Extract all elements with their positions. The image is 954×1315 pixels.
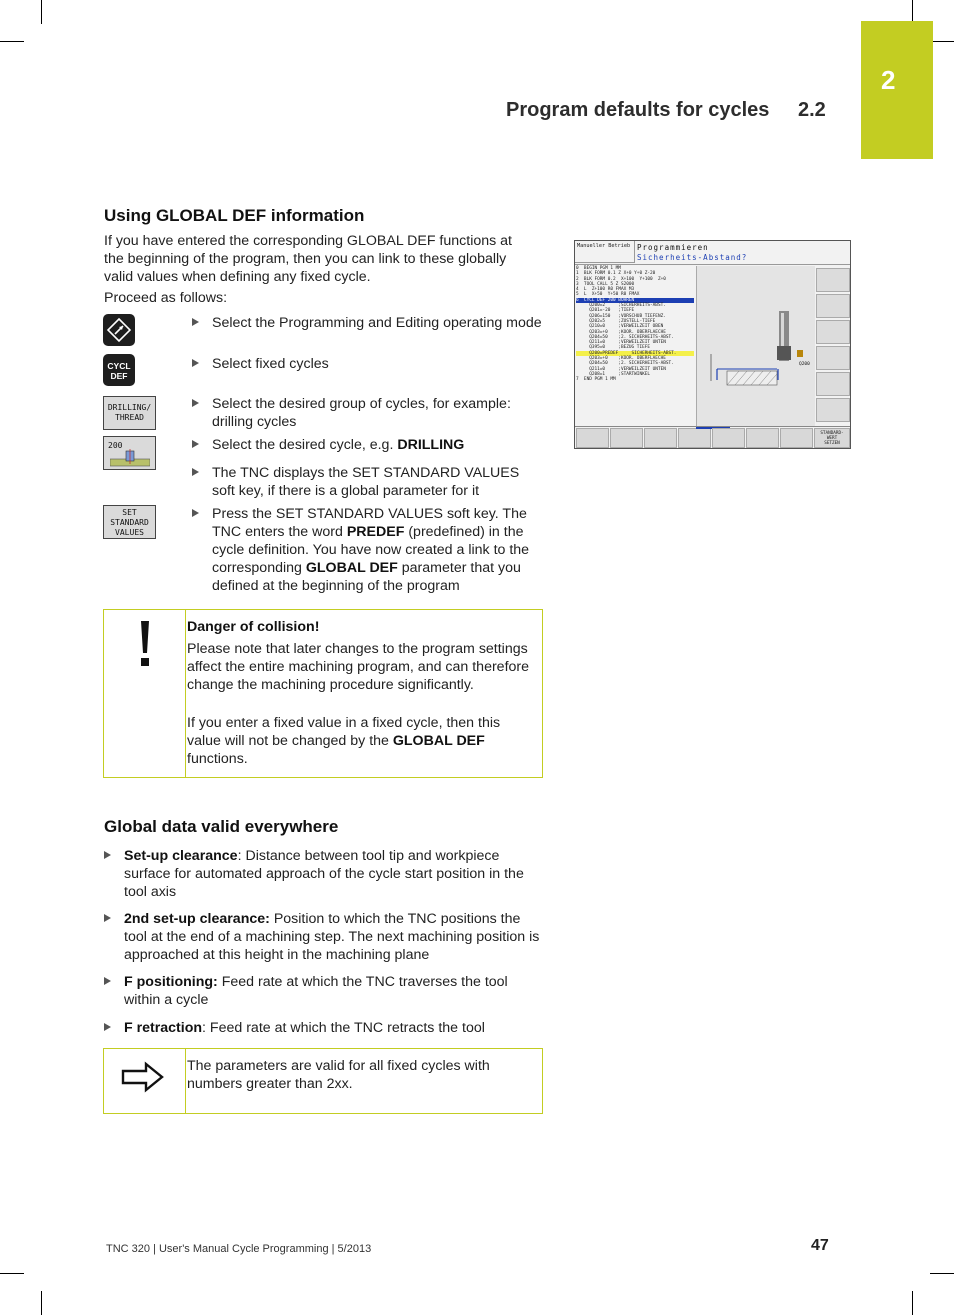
nc-line: Q211=0 ;VERWEILZEIT UNTEN [576,366,666,372]
nc-line: 1 BLK FORM 0.1 Z X+0 Y+0 Z-20 [576,271,656,277]
warning-text-bold: GLOBAL DEF [392,733,485,749]
cycle-200-softkey [103,436,156,470]
footer-text: TNC 320 | User's Manual Cycle Programming | 5/2013 [106,1243,372,1255]
arrow-bullet-icon [192,440,199,448]
list-item-term: F positioning: [124,974,218,990]
screen-title: Programmieren [637,243,709,252]
vertical-softkey-column [815,266,851,426]
step-text-bold: GLOBAL DEF [305,560,398,576]
step-text [212,436,542,454]
vertical-softkey[interactable] [816,372,850,396]
nc-line: Q204=50 ;2. SICHERHEITS-ABST. [576,361,674,367]
arrow-bullet-icon [104,977,111,985]
softkey[interactable] [610,428,643,448]
list-item [104,1019,544,1037]
arrow-bullet-icon [104,851,111,859]
list-item-description: Feed rate at which the TNC traverses the tool within a cycle [124,974,508,1008]
drilling-thread-softkey: DRILLING/ THREAD [103,396,156,430]
arrow-bullet-icon [192,318,199,326]
step-text-bold: DRILLING [397,437,465,453]
vertical-softkey[interactable] [816,268,850,292]
step-item [192,464,542,500]
crop-mark [41,1291,42,1315]
step-text-part: parameter that you defined at the beginning of the program [212,560,521,594]
warning-text-part: functions. [187,751,248,767]
nc-line: Q201=-20 ;TIEFE [576,308,635,314]
vertical-softkey[interactable] [816,294,850,318]
page-number: 47 [811,1237,829,1254]
crop-mark [930,41,954,42]
arrow-right-note-icon [121,1061,165,1093]
list-item-description: : Distance between tool tip and workpiece surface for automated approach of the cycle start position in the tool axis [124,848,524,900]
softkey[interactable] [678,428,711,448]
warning-paragraph: Please note that later changes to the program settings affect the entire machining program, and can therefore change the machining procedure significantly. [187,641,530,693]
list-item-description: : Feed rate at which the TNC retracts the tool [202,1020,485,1036]
step-item [192,436,542,454]
nc-line: Q203=+0 ;KOOR. OBERFLAECHE [576,329,666,335]
arrow-bullet-icon [104,1023,111,1031]
section-heading-global-def: Using GLOBAL DEF information [104,206,365,225]
step-text-bold: PREDEF [346,524,405,540]
nc-line: 4 L Z+100 R0 FMAX M3 [576,287,635,293]
nc-line: Q200=PREDEF SICHERHEITS-ABST. [576,351,694,356]
crop-mark [912,1291,913,1315]
warning-box [103,609,543,778]
nc-line: 6 CYCL DEF 200 BOHREN [576,298,694,303]
nc-line: 0 BEGIN PGM 1 MM [576,266,621,271]
q-parameter-label: Q200 [799,362,810,367]
intro-paragraph: If you have entered the corresponding GLOBAL DEF functions at the beginning of the program, then you can link to these globally valid values when defining any fixed cycle. [104,233,512,285]
step-text: The TNC displays the SET STANDARD VALUES soft key, if there is a global parameter for it [212,465,520,499]
page-header-title: Program defaults for cycles [506,99,770,121]
screen-mode-label: Manueller Betrieb [575,241,635,263]
crop-mark [41,0,42,24]
arrow-bullet-icon [104,914,111,922]
standard-wert-setzen-softkey[interactable]: STANDARD- WERT SETZEN [814,428,850,448]
programming-mode-key-icon [103,314,135,346]
list-item [104,847,544,901]
list-item-term: 2nd set-up clearance: [124,911,270,927]
list-item-text [124,847,544,901]
exclamation-icon [138,620,152,670]
nc-line: Q202=5 ;ZUSTELL-TIEFE [576,318,656,324]
step-text-pre: Select the desired cycle, e.g. [212,437,398,453]
softkey[interactable] [644,428,677,448]
nc-line: Q395=0 ;BEZUG TIEFE [576,345,651,351]
nc-line: Q200=2 ;SICHERHEITS-ABST. [576,303,666,309]
note-box [103,1048,543,1114]
step-text-part: (predefined) in the cycle definition. You have now created a link to the corresponding [212,524,530,576]
softkey[interactable] [576,428,609,448]
nc-program-listing [576,266,694,383]
cycl-def-key-icon: CYCL DEF [103,354,135,386]
step-text: Select fixed cycles [212,356,329,372]
drill-cycle-graphic [697,266,815,426]
nc-line: Q208=1 ;STARTWINKEL [576,371,651,377]
set-standard-values-softkey: SET STANDARD VALUES [103,505,156,539]
tnc-screen [574,240,851,449]
page-header-section-number: 2.2 [798,99,826,121]
nc-line: 5 L X+50 Y+50 R0 FMAX [576,292,640,298]
section-heading-global-data: Global data valid everywhere [104,817,339,836]
nc-line: Q211=0 ;VERWEILZEIT UNTEN [576,340,666,346]
list-item-term: F retraction [124,1020,203,1036]
arrow-bullet-icon [192,399,199,407]
warning-text-part: If you enter a fixed value in a fixed cycle, then this value will not be changed by the [187,715,501,749]
arrow-bullet-icon [192,509,199,517]
chapter-number: 2 [881,65,896,95]
step-item [192,314,542,332]
warning-title: Danger of collision! [187,619,320,635]
warning-paragraph [187,714,532,768]
step-item [192,505,542,595]
vertical-softkey[interactable] [816,320,850,344]
arrow-bullet-icon [192,468,199,476]
softkey[interactable] [746,428,779,448]
screen-subtitle: Sicherheits-Abstand? [637,253,748,262]
crop-mark [0,41,24,42]
list-item [104,973,544,1009]
step-text: Select the Programming and Editing operating mode [212,315,542,331]
arrow-bullet-icon [192,359,199,367]
step-text-part: Press the SET STANDARD VALUES soft key. The TNC enters the word [212,506,527,540]
crop-mark [930,1273,954,1274]
step-item [192,355,542,373]
list-item-text [124,910,544,964]
chapter-tab [861,21,933,159]
nc-line: Q210=0 ;VERWEILZEIT OBEN [576,324,664,330]
list-item-term: Set-up clearance [124,848,238,864]
list-item-description: Position to which the TNC positions the tool at the end of a machining step. The next machining position is approached at this height in the machining plane [124,911,540,963]
step-text [212,505,542,595]
list-item-text [124,973,544,1009]
nc-line: Q203=+0 ;KOOR. OBERFLAECHE [576,356,666,362]
cycle-200-label: 200 [108,441,123,450]
list-item [104,910,544,964]
softkey[interactable] [780,428,813,448]
step-item [192,395,542,431]
screen-graphic-area [696,266,815,426]
crop-mark [0,1273,24,1274]
note-text: The parameters are valid for all fixed cycles with numbers greater than 2xx. [187,1058,490,1092]
screen-divider [575,264,851,265]
nc-line: 2 BLK FORM 0.2 X+100 Y+100 Z+0 [576,276,666,282]
horizontal-softkey-row [575,426,851,449]
nc-line: 3 TOOL CALL 5 Z S2000 [576,281,635,287]
box-divider [185,610,186,777]
list-item-text [124,1019,544,1037]
step-text: Select the desired group of cycles, for example: drilling cycles [212,396,511,430]
box-divider [185,1049,186,1113]
nc-line: Q204=50 ;2. SICHERHEITS-ABST. [576,334,674,340]
vertical-softkey[interactable] [816,346,850,370]
softkey[interactable] [712,428,745,448]
nc-line: 7 END PGM 1 MM [576,377,616,383]
vertical-softkey[interactable] [816,398,850,422]
proceed-label: Proceed as follows: [104,290,228,306]
nc-line: Q206=150 ;VORSCHUB TIEFENZ. [576,313,666,319]
